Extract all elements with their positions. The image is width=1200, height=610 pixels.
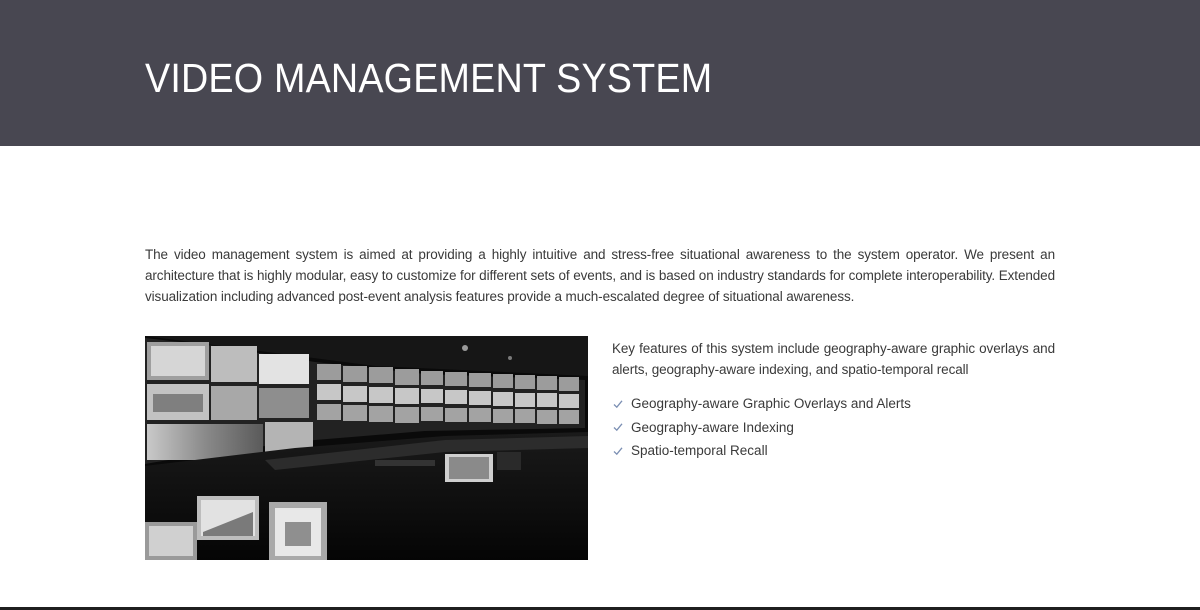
control-room-photo	[145, 336, 588, 560]
page-header	[0, 0, 1200, 146]
intro-paragraph: The video management system is aimed at providing a highly intuitive and stress-free situational awareness to the system operator. We present an architecture that is highly modular, easy to customize for different sets of events, and is based on industry standards for complete interoperability. Extended visualization including advanced post-event analysis features provide a much-escalated degree of situational awareness.	[145, 247, 1055, 304]
features-section	[612, 338, 1055, 463]
feature-item	[612, 439, 1055, 463]
check-icon	[612, 421, 624, 433]
feature-item	[612, 416, 1055, 440]
check-icon	[612, 398, 624, 410]
control-room-illustration	[145, 336, 588, 560]
check-icon	[612, 445, 624, 457]
feature-label: Geography-aware Indexing	[631, 419, 794, 435]
feature-list	[612, 392, 1055, 463]
feature-label: Spatio-temporal Recall	[631, 443, 768, 459]
feature-label: Geography-aware Graphic Overlays and Alerts	[631, 396, 911, 412]
page-title: VIDEO MANAGEMENT SYSTEM	[145, 55, 713, 101]
features-intro: Key features of this system include geography-aware graphic overlays and alerts, geography-aware indexing, and spatio-temporal recall	[612, 341, 1055, 377]
feature-item	[612, 392, 1055, 416]
